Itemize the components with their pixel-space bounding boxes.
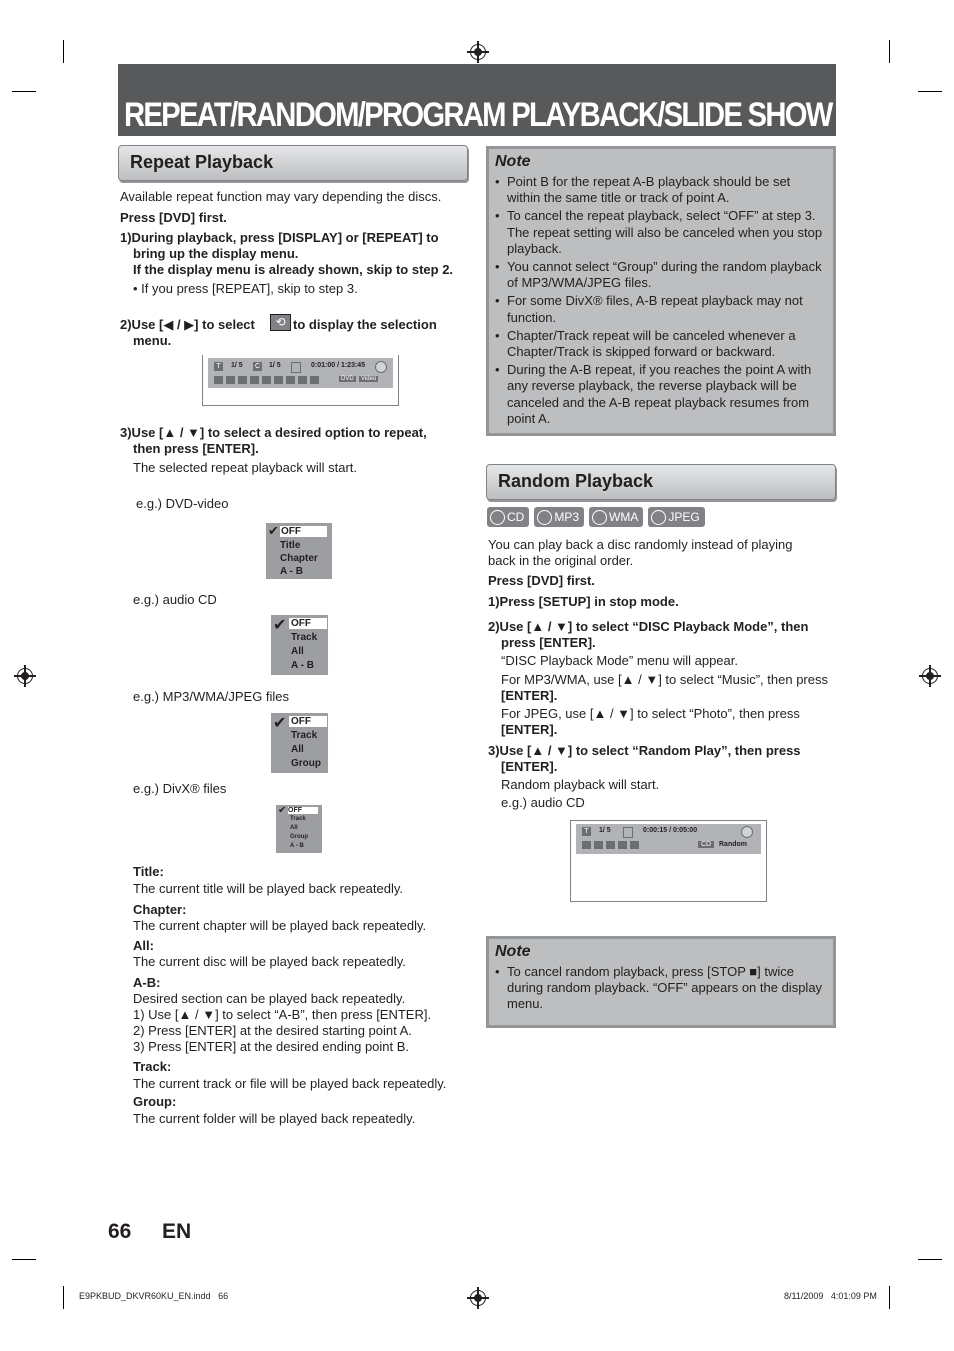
example-label: e.g.) DivX® files xyxy=(133,781,227,796)
random-playback-header xyxy=(486,464,836,500)
print-date: 8/11/2009 4:01:09 PM xyxy=(784,1291,877,1301)
menu-option: Title xyxy=(280,540,301,551)
crop-mark xyxy=(12,1259,36,1260)
random-step2: [ENTER]. xyxy=(501,688,558,703)
random-step2: [ENTER]. xyxy=(501,722,558,737)
menu-option: OFF xyxy=(288,807,318,814)
repeat-icon: ⟲ xyxy=(270,314,291,331)
press-dvd-text: Press [DVD] first. xyxy=(120,210,227,225)
disc-icon xyxy=(741,826,753,838)
registration-mark-icon xyxy=(470,1290,486,1306)
repeat-menu-divx xyxy=(276,805,322,853)
example-label: e.g.) MP3/WMA/JPEG files xyxy=(133,689,290,704)
registration-mark-icon xyxy=(470,44,486,60)
page-title: REPEAT/RANDOM/PROGRAM PLAYBACK/SLIDE SHOW xyxy=(124,96,832,134)
step1-line: bring up the display menu. xyxy=(133,246,299,261)
menu-icon xyxy=(606,841,615,849)
note-item: • Point B for the repeat A-B playback should be set within the same title or track of point A. xyxy=(495,174,827,206)
check-icon: ✔ xyxy=(268,523,279,538)
def-desc: Desired section can be played back repeatedly. xyxy=(133,991,406,1006)
chapter-icon: C xyxy=(254,363,261,370)
menu-option: OFF xyxy=(280,526,327,537)
menu-icon xyxy=(630,841,639,849)
check-icon: ✔ xyxy=(273,715,287,732)
menu-icon xyxy=(594,841,603,849)
crop-mark xyxy=(63,1286,64,1309)
note-heading: Note xyxy=(495,153,531,170)
step2-line: menu. xyxy=(133,333,172,348)
menu-icon xyxy=(298,376,307,384)
disc-type-icons xyxy=(487,507,710,527)
random-step3: [ENTER]. xyxy=(501,759,558,774)
def-term: A-B: xyxy=(133,975,161,990)
cd-badge: CD xyxy=(698,841,714,848)
random-step1: 1)Press [SETUP] in stop mode. xyxy=(488,594,679,609)
mp3-icon: MP3 xyxy=(534,507,584,527)
menu-option: All xyxy=(290,825,298,831)
chapter-value: 1/ 5 xyxy=(269,362,281,369)
menu-option: Group xyxy=(291,758,321,769)
cd-icon: CD xyxy=(487,507,529,527)
crop-mark xyxy=(12,91,36,92)
menu-icon xyxy=(238,376,247,384)
language-label: EN xyxy=(162,1220,192,1243)
dvd-badge: DVD xyxy=(341,376,354,382)
note-box xyxy=(486,146,836,436)
def-desc: The current disc will be played back repeatedly. xyxy=(133,954,406,969)
step3-line: 3)Use [▲ / ▼] to select a desired option to repeat, xyxy=(120,425,427,440)
def-desc: The current track or file will be played back repeatedly. xyxy=(133,1076,447,1091)
note-list xyxy=(495,174,827,429)
menu-option: All xyxy=(291,646,304,657)
menu-option: Chapter xyxy=(280,553,318,564)
menu-option: A - B xyxy=(290,843,304,849)
crop-mark xyxy=(63,40,64,63)
step1-line: If the display menu is already shown, skip to step 2. xyxy=(133,262,454,277)
page-number: 66 xyxy=(108,1220,132,1243)
example-label: e.g.) audio CD xyxy=(133,592,217,607)
ab-step: 1) Use [▲ / ▼] to select “A-B”, then press [ENTER]. xyxy=(133,1007,432,1022)
menu-option: A - B xyxy=(280,566,303,577)
menu-option: Group xyxy=(290,834,308,840)
wma-icon: WMA xyxy=(589,507,643,527)
step1-line: 1)During playback, press [DISPLAY] or [REPEAT] to xyxy=(120,230,439,245)
step3-line: The selected repeat playback will start. xyxy=(133,460,357,475)
repeat-playback-header xyxy=(118,145,468,181)
clock-icon xyxy=(291,362,301,373)
display-menu-screen xyxy=(202,355,399,406)
ab-step: 3) Press [ENTER] at the desired ending point B. xyxy=(133,1039,410,1054)
example-label: e.g.) DVD-video xyxy=(136,496,229,511)
press-dvd-text: Press [DVD] first. xyxy=(488,573,595,588)
random-step3: e.g.) audio CD xyxy=(501,795,585,810)
menu-option: OFF xyxy=(289,618,327,629)
def-term: Track: xyxy=(133,1059,172,1074)
random-step3: 3)Use [▲ / ▼] to select “Random Play”, then press xyxy=(488,743,801,758)
video-badge: Video xyxy=(361,376,377,382)
random-step2: “DISC Playback Mode” menu will appear. xyxy=(501,653,738,668)
menu-icon xyxy=(250,376,259,384)
note-item: • Chapter/Track repeat will be canceled whenever a Chapter/Track is skipped forward or backward. xyxy=(495,328,827,360)
menu-option: OFF xyxy=(289,716,327,727)
random-display-screen xyxy=(570,820,767,902)
note-list xyxy=(495,964,827,1015)
repeat-menu-cd xyxy=(271,615,328,675)
def-desc: The current folder will be played back repeatedly. xyxy=(133,1111,416,1126)
note-item: • For some DivX® files, A-B repeat playback may not function. xyxy=(495,293,827,325)
note-item: • To cancel random playback, press [STOP ■] twice during random playback. “OFF” appears on the display menu. xyxy=(495,964,827,1013)
menu-icon xyxy=(618,841,627,849)
random-intro: You can play back a disc randomly instead of playing xyxy=(488,537,793,552)
repeat-intro: Available repeat function may vary depending the discs. xyxy=(120,189,442,204)
check-icon: ✔ xyxy=(278,805,287,816)
menu-icon xyxy=(582,841,591,849)
step2-line: 2)Use [◀ / ▶] to select xyxy=(120,317,255,332)
registration-mark-icon xyxy=(922,668,938,684)
title-icon: T xyxy=(214,362,223,371)
file-name: E9PKBUD_DKVR60KU_EN.indd 66 xyxy=(79,1291,229,1301)
clock-icon xyxy=(623,827,633,838)
note-heading: Note xyxy=(495,943,531,960)
note-item: • During the A-B repeat, if you reaches the point A with any reverse playback, the reverse playback will be canceled and the A-B repeat playback resumes from point A. xyxy=(495,362,827,427)
random-step2: press [ENTER]. xyxy=(501,635,596,650)
crop-mark xyxy=(889,1286,890,1309)
step1-sub: • If you press [REPEAT], skip to step 3. xyxy=(133,281,358,296)
menu-icon xyxy=(226,376,235,384)
def-term: Group: xyxy=(133,1094,177,1109)
random-step3: Random playback will start. xyxy=(501,777,660,792)
repeat-menu-dvd xyxy=(266,523,332,579)
menu-option: Track xyxy=(291,632,318,643)
disc-icon xyxy=(375,361,387,373)
menu-option: Track xyxy=(291,730,318,741)
jpeg-icon: JPEG xyxy=(648,507,704,527)
crop-mark xyxy=(918,1259,942,1260)
registration-mark-icon xyxy=(17,668,33,684)
step3-line: then press [ENTER]. xyxy=(133,441,259,456)
def-term: Chapter: xyxy=(133,902,187,917)
step2-line: to display the selection xyxy=(293,317,437,332)
crop-mark xyxy=(918,91,942,92)
def-desc: The current chapter will be played back repeatedly. xyxy=(133,918,427,933)
def-term: All: xyxy=(133,938,154,953)
time-value: 0:01:00 / 1:23:45 xyxy=(311,362,366,369)
random-step2: For MP3/WMA, use [▲ / ▼] to select “Music”, then press xyxy=(501,672,828,687)
random-step2: For JPEG, use [▲ / ▼] to select “Photo”, then press xyxy=(501,706,800,721)
def-desc: The current title will be played back repeatedly. xyxy=(133,881,404,896)
menu-option: All xyxy=(291,744,304,755)
note-box xyxy=(486,936,836,1028)
random-step2: 2)Use [▲ / ▼] to select “DISC Playback Mode”, then xyxy=(488,619,809,634)
def-term: Title: xyxy=(133,864,164,879)
track-value: 1/ 5 xyxy=(599,827,611,834)
title-value: 1/ 5 xyxy=(231,362,243,369)
section-title: Repeat Playback xyxy=(130,152,274,172)
menu-icon xyxy=(274,376,283,384)
random-mode-label: Random xyxy=(719,841,747,848)
track-icon: T xyxy=(582,827,591,836)
note-item: • To cancel the repeat playback, select “OFF” at step 3. The repeat setting will also be canceled when you stop playback. xyxy=(495,208,827,257)
section-title: Random Playback xyxy=(498,471,654,491)
ab-step: 2) Press [ENTER] at the desired starting point A. xyxy=(133,1023,412,1038)
menu-option: Track xyxy=(290,816,306,822)
menu-icon xyxy=(286,376,295,384)
menu-icon xyxy=(214,376,223,384)
menu-icon xyxy=(262,376,271,384)
crop-mark xyxy=(889,40,890,63)
menu-icon xyxy=(310,376,319,384)
repeat-menu-mp3 xyxy=(271,713,328,773)
time-value: 0:00:15 / 0:05:00 xyxy=(643,827,698,834)
menu-option: A - B xyxy=(291,660,314,671)
note-item: • You cannot select “Group” during the random playback of MP3/WMA/JPEG files. xyxy=(495,259,827,291)
check-icon: ✔ xyxy=(273,617,287,634)
random-intro: back in the original order. xyxy=(488,553,634,568)
